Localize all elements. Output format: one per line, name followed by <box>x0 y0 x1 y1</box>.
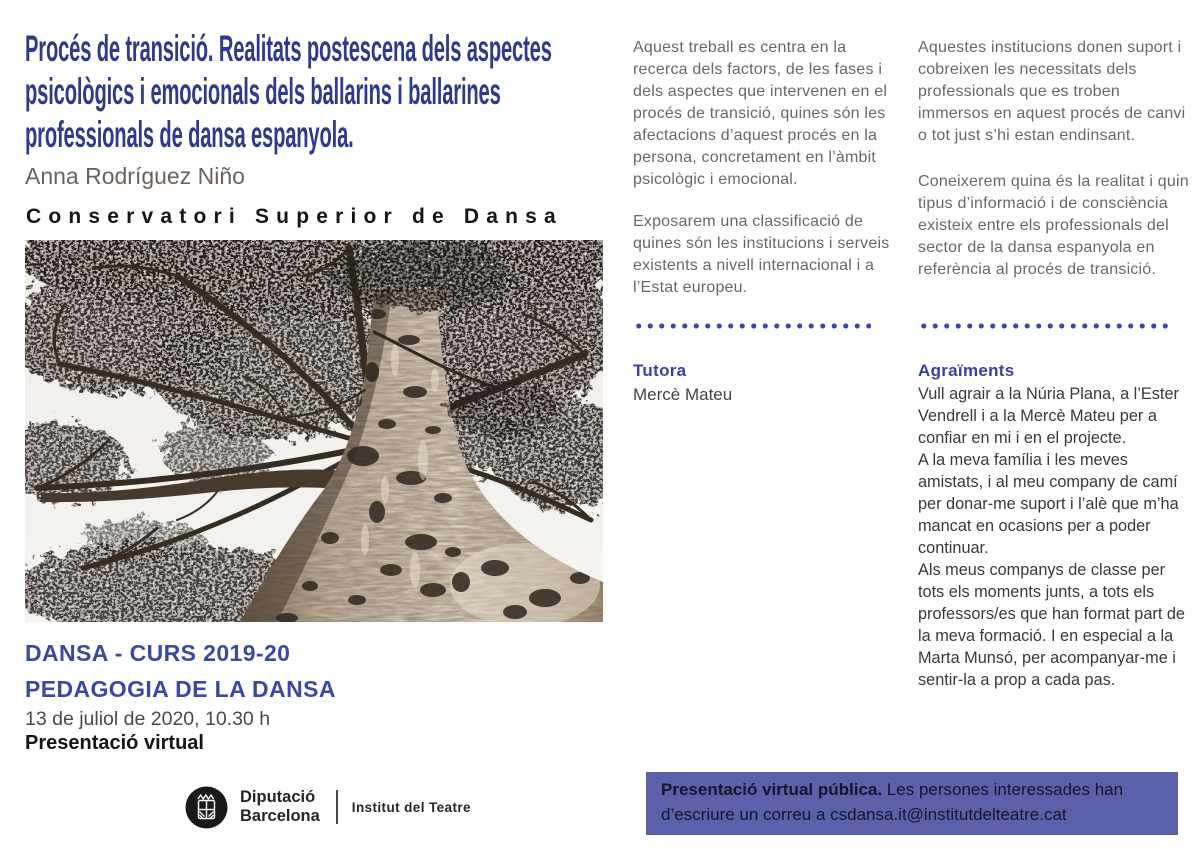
tree-photo <box>25 240 603 622</box>
author-name: Anna Rodríguez Niño <box>25 163 245 189</box>
diputacio-barcelona-logo <box>240 788 320 826</box>
banner-lead-text: Presentació virtual pública. <box>661 780 883 799</box>
dotted-divider <box>918 323 1171 329</box>
tutor-heading: Tutora <box>633 361 687 380</box>
event-program-line: DANSA - CURS 2019-20 <box>25 640 291 666</box>
logo-line-1: Diputació <box>240 788 316 806</box>
logo-line-2: Barcelona <box>240 807 320 825</box>
institution-name: Conservatori Superior de Dansa <box>26 205 563 228</box>
abstract-paragraph-2: Exposarem una classificació de quines són les institucions i serveis existents a nivell internacional i a l’Estat europeu. <box>633 213 890 296</box>
tutor-name: Mercè Mateu <box>633 385 733 404</box>
acknowledgements-block-2: A la meva família i les meves amistats, i al meu company de camí per donar-me suport i l’alè que m’ha mancat en ocasions per a poder continuar. <box>918 451 1179 557</box>
contact-banner <box>646 772 1178 835</box>
institut-del-teatre-logo: Institut del Teatre <box>351 799 471 815</box>
acknowledgements-block-1: Vull agrair a la Núria Plana, a l’Ester Vendrell i a la Mercè Mateu per a confiar en mi i en el projecte. <box>918 385 1179 447</box>
dotted-divider <box>633 323 871 329</box>
acknowledgements-heading: Agraïments <box>918 361 1015 380</box>
footer-logos <box>185 784 471 830</box>
banner-contact-text: Les persones interessades han d’escriure un correu a csdansa.it@institutdelteatre.cat <box>661 780 1124 824</box>
page-title: Procés de transició. Realitats postescena dels aspectes psicològics i emocionals dels ballarins i ballarines professionals de dansa espanyola. <box>25 28 552 155</box>
event-datetime: 13 de juliol de 2020, 10.30 h <box>25 708 271 730</box>
tree-worms-eye-illustration <box>25 240 603 622</box>
acknowledgements-block-3: Als meus companys de classe per tots els moments junts, a tots els professors/es que han format part de la meva formació. I en especial a la Marta Munsó, per acompanyar-me i sentir-la a prop a cada pas. <box>918 561 1185 689</box>
abstract-paragraph-3: Aquestes institucions donen suport i cobreixen les necessitats dels professionals que es troben immersos en aquest procés de canvi o tot just s’hi estan endinsant. <box>918 39 1186 144</box>
acknowledgements-text <box>918 383 1190 691</box>
event-format: Presentació virtual <box>25 732 204 754</box>
abstract-paragraph-1: Aquest treball es centra en la recerca dels factors, de les fases i dels aspectes que intervenen en el procés de transició, quines són les afectacions d’aquest procés en la persona, concretament en l’àmbit psicològic i emocional. <box>633 39 888 188</box>
logo-divider <box>336 790 338 824</box>
abstract-paragraph-4: Coneixerem quina és la realitat i quin tipus d’informació i de consciència existeix entre els professionals del sector de la dansa espanyola en referència al procés de transició. <box>918 173 1189 278</box>
diputacio-barcelona-crest-icon <box>185 786 228 829</box>
event-specialty-line: PEDAGOGIA DE LA DANSA <box>25 676 336 702</box>
